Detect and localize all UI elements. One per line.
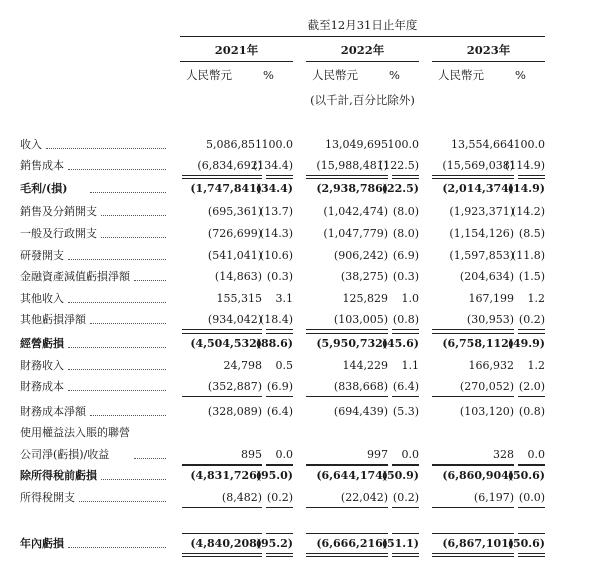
table-cell: 1.0 [401, 292, 419, 305]
total-rule [392, 175, 419, 176]
table-cell: (8.0) [392, 227, 419, 240]
table-cell: (51.1) [381, 537, 419, 550]
table-cell: (1,154,126) [449, 227, 514, 240]
total-rule [392, 396, 419, 397]
table-cell: (6,860,904) [442, 469, 514, 482]
total-rule [266, 553, 293, 554]
table-cell: (103,120) [459, 405, 514, 418]
total-rule [432, 329, 514, 330]
table-cell: 100.0 [387, 138, 419, 151]
leader-dots [68, 547, 166, 548]
table-cell: 1.2 [527, 359, 545, 372]
table-cell: (934,042) [207, 313, 262, 326]
table-cell: (5.3) [392, 405, 419, 418]
table-cell: (95.0) [255, 469, 293, 482]
row-label: 銷售成本 [20, 159, 64, 172]
row-label: 年內虧損 [20, 537, 64, 550]
table-cell: (6.9) [392, 249, 419, 262]
table-cell: (838,668) [333, 380, 388, 393]
subtotal-rule [432, 465, 514, 466]
total-rule [182, 507, 262, 508]
leader-dots [101, 237, 166, 238]
total-rule [392, 507, 419, 508]
subtotal-rule [182, 178, 262, 179]
table-cell: (114.9) [504, 159, 545, 172]
table-cell: (2,938,786) [316, 182, 388, 195]
table-cell: (4,831,726) [190, 469, 262, 482]
leader-dots [68, 347, 166, 348]
table-cell: (6.4) [266, 405, 293, 418]
table-cell: (6,644,174) [316, 469, 388, 482]
total-rule [518, 507, 545, 508]
total-rule-double [266, 556, 293, 557]
table-cell: 100.0 [513, 138, 545, 151]
leader-dots [68, 390, 166, 391]
row-label: 財務成本淨額 [20, 405, 86, 418]
row-label: 其他虧損淨額 [20, 313, 86, 326]
table-cell: (8.5) [518, 227, 545, 240]
subtotal-rule [182, 333, 262, 334]
total-rule-double [182, 556, 262, 557]
row-label: 公司淨(虧損)/收益 [20, 448, 110, 461]
total-rule [306, 507, 388, 508]
total-rule [432, 175, 514, 176]
subtotal-rule [306, 333, 388, 334]
table-cell: 1.2 [527, 292, 545, 305]
table-cell: (0.3) [392, 270, 419, 283]
subtotal-rule [306, 533, 388, 534]
subtotal-rule [182, 533, 262, 534]
total-rule [182, 396, 262, 397]
table-cell: 5,086,851 [206, 138, 262, 151]
table-cell: 144,229 [342, 359, 388, 372]
table-cell: (6,758,112) [442, 337, 514, 350]
table-cell: (6,867,101) [442, 537, 514, 550]
subtotal-rule [432, 533, 514, 534]
table-cell: (38,275) [340, 270, 388, 283]
table-cell: 895 [241, 448, 262, 461]
table-cell: (4,504,532) [190, 337, 262, 350]
table-cell: (15,569,038) [442, 159, 514, 172]
table-cell: (122.5) [378, 159, 419, 172]
table-cell: 100.0 [261, 138, 293, 151]
table-cell: (45.6) [381, 337, 419, 350]
row-label: 經營虧損 [20, 337, 64, 350]
subtotal-rule [518, 178, 545, 179]
subtotal-rule [266, 178, 293, 179]
table-cell: (726,699) [207, 227, 262, 240]
table-cell: (2,014,374) [442, 182, 514, 195]
year-header-2021: 2021年 [214, 43, 259, 57]
table-cell: (11.8) [511, 249, 545, 262]
year-rule-2021 [180, 61, 293, 62]
table-cell: 1.1 [401, 359, 419, 372]
table-cell: 0.0 [275, 448, 293, 461]
table-cell: (50.6) [507, 469, 545, 482]
table-cell: (328,089) [207, 405, 262, 418]
total-rule [266, 175, 293, 176]
table-cell: (14,863) [214, 270, 262, 283]
total-rule-double [518, 556, 545, 557]
table-cell: (14.2) [511, 205, 545, 218]
table-cell: (88.6) [255, 337, 293, 350]
table-cell: 166,932 [468, 359, 514, 372]
table-cell: 125,829 [342, 292, 388, 305]
subtotal-rule [392, 465, 419, 466]
table-cell: (6,197) [473, 491, 514, 504]
table-cell: 997 [367, 448, 388, 461]
table-cell: 328 [493, 448, 514, 461]
leader-dots [68, 369, 166, 370]
table-cell: (1,747,841) [190, 182, 262, 195]
table-cell: 155,315 [216, 292, 262, 305]
row-label: 其他收入 [20, 292, 64, 305]
table-cell: (0.8) [518, 405, 545, 418]
table-cell: (0.0) [518, 491, 545, 504]
total-rule [392, 553, 419, 554]
unit-note: (以千計,百分比除外) [310, 93, 415, 107]
table-cell: (8.0) [392, 205, 419, 218]
leader-dots [90, 323, 166, 324]
table-cell: (2.0) [518, 380, 545, 393]
total-rule [182, 329, 262, 330]
total-rule [432, 396, 514, 397]
subtotal-rule [266, 333, 293, 334]
table-cell: (0.2) [518, 313, 545, 326]
table-cell: 0.0 [527, 448, 545, 461]
table-cell: 13,554,664 [451, 138, 514, 151]
total-rule [518, 175, 545, 176]
table-cell: (352,887) [207, 380, 262, 393]
table-cell: (694,439) [333, 405, 388, 418]
table-cell: (22.5) [381, 182, 419, 195]
table-cell: (15,988,481) [316, 159, 388, 172]
total-rule-double [306, 556, 388, 557]
leader-dots [79, 501, 166, 502]
total-rule-double [392, 556, 419, 557]
table-cell: (10.6) [259, 249, 293, 262]
row-label: 財務收入 [20, 359, 64, 372]
table-cell: (6,834,692) [197, 159, 262, 172]
table-cell: (50.6) [507, 537, 545, 550]
leader-dots [68, 169, 166, 170]
subtotal-rule [432, 333, 514, 334]
row-label: 一般及行政開支 [20, 227, 97, 240]
total-rule [518, 329, 545, 330]
percent-label-2022: % [389, 68, 400, 82]
leader-dots [134, 280, 166, 281]
header-rule [180, 36, 545, 37]
table-cell: (541,041) [207, 249, 262, 262]
subtotal-rule [266, 533, 293, 534]
total-rule [432, 507, 514, 508]
row-label: 財務成本 [20, 380, 64, 393]
row-label: 除所得稅前虧損 [20, 469, 97, 482]
total-rule [306, 553, 388, 554]
total-rule [182, 553, 262, 554]
total-rule [266, 396, 293, 397]
table-cell: (1,042,474) [323, 205, 388, 218]
total-rule [518, 553, 545, 554]
table-cell: (270,052) [459, 380, 514, 393]
table-cell: 3.1 [275, 292, 293, 305]
total-rule [182, 175, 262, 176]
table-cell: (8,482) [221, 491, 262, 504]
table-cell: (0.3) [266, 270, 293, 283]
row-label: 金融資產減值虧損淨額 [20, 270, 130, 283]
table-cell: (6,666,216) [316, 537, 388, 550]
year-rule-2022 [306, 61, 419, 62]
table-cell: (0.8) [392, 313, 419, 326]
total-rule [306, 175, 388, 176]
period-header: 截至12月31日止年度 [307, 18, 418, 32]
currency-label-2023: 人民幣元 [438, 68, 484, 82]
subtotal-rule [432, 178, 514, 179]
row-label: 毛利/(損) [20, 182, 68, 195]
leader-dots [90, 415, 166, 416]
table-cell: 0.0 [401, 448, 419, 461]
table-cell: (6.4) [392, 380, 419, 393]
table-cell: 0.5 [275, 359, 293, 372]
table-cell: (34.4) [255, 182, 293, 195]
total-rule [266, 507, 293, 508]
table-cell: (204,634) [459, 270, 514, 283]
currency-label-2021: 人民幣元 [186, 68, 232, 82]
table-cell: (1,047,779) [323, 227, 388, 240]
row-label: 所得稅開支 [20, 491, 75, 504]
table-cell: (103,005) [333, 313, 388, 326]
percent-label-2023: % [515, 68, 526, 82]
year-header-2022: 2022年 [340, 43, 385, 57]
subtotal-rule [306, 178, 388, 179]
table-cell: (95.2) [255, 537, 293, 550]
table-cell: (906,242) [333, 249, 388, 262]
table-cell: 24,798 [223, 359, 262, 372]
subtotal-rule [182, 465, 262, 466]
subtotal-rule [392, 178, 419, 179]
subtotal-rule [518, 533, 545, 534]
subtotal-rule [518, 465, 545, 466]
table-cell: 167,199 [468, 292, 514, 305]
table-cell: (13.7) [259, 205, 293, 218]
subtotal-rule [392, 533, 419, 534]
table-cell: (14.9) [507, 182, 545, 195]
currency-label-2022: 人民幣元 [312, 68, 358, 82]
table-cell: (695,361) [207, 205, 262, 218]
total-rule [266, 329, 293, 330]
year-header-2023: 2023年 [466, 43, 511, 57]
total-rule [518, 396, 545, 397]
table-cell: (0.2) [266, 491, 293, 504]
subtotal-rule [392, 333, 419, 334]
year-rule-2023 [432, 61, 545, 62]
subtotal-rule [518, 333, 545, 334]
table-cell: (30,953) [466, 313, 514, 326]
leader-dots [101, 215, 166, 216]
table-cell: (6.9) [266, 380, 293, 393]
table-cell: (50.9) [381, 469, 419, 482]
row-label: 銷售及分銷開支 [20, 205, 97, 218]
table-cell: (1.5) [518, 270, 545, 283]
total-rule [306, 329, 388, 330]
leader-dots [90, 192, 166, 193]
table-cell: (14.3) [259, 227, 293, 240]
total-rule [432, 553, 514, 554]
row-label: 使用權益法入賬的聯營 [20, 426, 130, 439]
leader-dots [68, 259, 166, 260]
table-cell: (49.9) [507, 337, 545, 350]
table-cell: (134.4) [252, 159, 293, 172]
row-label: 研發開支 [20, 249, 64, 262]
subtotal-rule [306, 465, 388, 466]
subtotal-rule [266, 465, 293, 466]
table-cell: (1,597,853) [449, 249, 514, 262]
table-cell: (18.4) [259, 313, 293, 326]
leader-dots [68, 302, 166, 303]
leader-dots [46, 148, 166, 149]
leader-dots [134, 458, 166, 459]
table-cell: (4,840,208) [190, 537, 262, 550]
leader-dots [101, 479, 166, 480]
table-cell: (5,950,732) [316, 337, 388, 350]
total-rule [306, 396, 388, 397]
row-label: 收入 [20, 138, 42, 151]
table-cell: (0.2) [392, 491, 419, 504]
table-cell: (22,042) [340, 491, 388, 504]
table-cell: 13,049,695 [325, 138, 388, 151]
table-cell: (1,923,371) [449, 205, 514, 218]
percent-label-2021: % [263, 68, 274, 82]
total-rule-double [432, 556, 514, 557]
total-rule [392, 329, 419, 330]
